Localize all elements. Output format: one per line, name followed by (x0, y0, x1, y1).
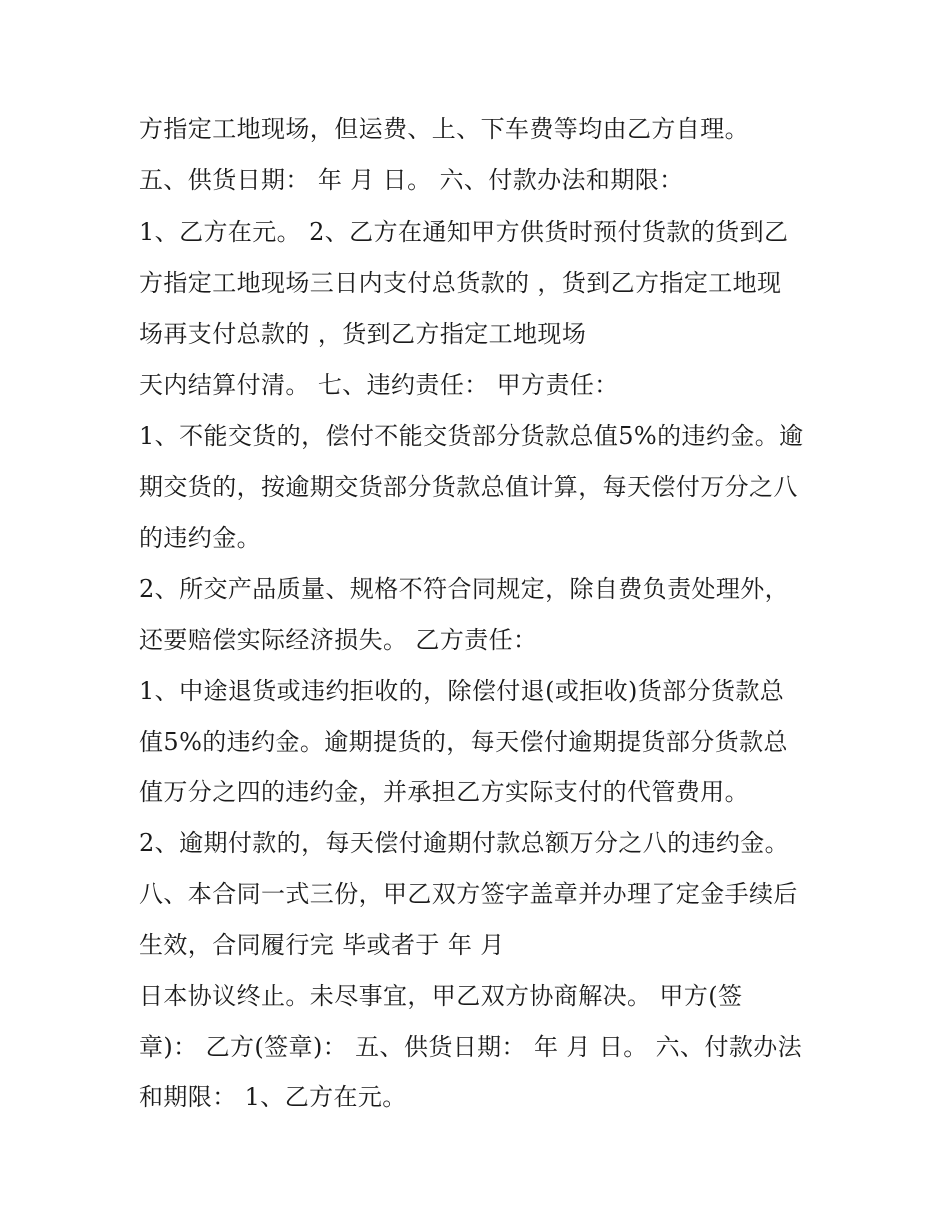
text-line: 期交货的，按逾期交货部分货款总值计算，每天偿付万分之八 (139, 473, 798, 501)
text-line: 生效，合同履行完 毕或者于 年 月 (139, 931, 505, 959)
text-line: 和期限： 1、乙方在元。 (139, 1083, 407, 1111)
text-line: 值5%的违约金。逾期提货的，每天偿付逾期提货部分货款总 (139, 728, 788, 756)
text-line: 八、本合同一式三份，甲乙双方签字盖章并办理了定金手续后 (139, 880, 798, 908)
text-line: 场再支付总款的 ，货到乙方指定工地现场 (139, 320, 587, 348)
text-line: 方指定工地现场，但运费、上、下车费等均由乙方自理。 (139, 115, 749, 143)
text-line: 1、乙方在元。 2、乙方在通知甲方供货时预付货款的货到乙 (139, 218, 789, 246)
text-line: 还要赔偿实际经济损失。 乙方责任： (139, 626, 538, 654)
text-line: 1、不能交货的，偿付不能交货部分货款总值5%的违约金。逾 (139, 422, 804, 450)
text-line: 方指定工地现场三日内支付总货款的 ，货到乙方指定工地现 (139, 269, 782, 297)
text-line: 日本协议终止。未尽事宜，甲乙双方协商解决。 甲方(签 (139, 982, 743, 1010)
text-line: 天内结算付清。 七、违约责任： 甲方责任： (139, 371, 619, 399)
text-line: 五、供货日期： 年 月 日。 六、付款办法和期限： (139, 166, 684, 194)
text-line: 的违约金。 (139, 524, 261, 552)
text-line: 值万分之四的违约金，并承担乙方实际支付的代管费用。 (139, 778, 749, 806)
text-line: 2、逾期付款的，每天偿付逾期付款总额万分之八的违约金。 (139, 829, 790, 857)
text-line: 1、中途退货或违约拒收的，除偿付退(或拒收)货部分货款总 (139, 677, 785, 705)
text-line: 章)： 乙方(签章)： 五、供货日期： 年 月 日。 六、付款办法 (139, 1033, 803, 1061)
text-line: 2、所交产品质量、规格不符合同规定，除自费负责处理外， (139, 575, 790, 603)
